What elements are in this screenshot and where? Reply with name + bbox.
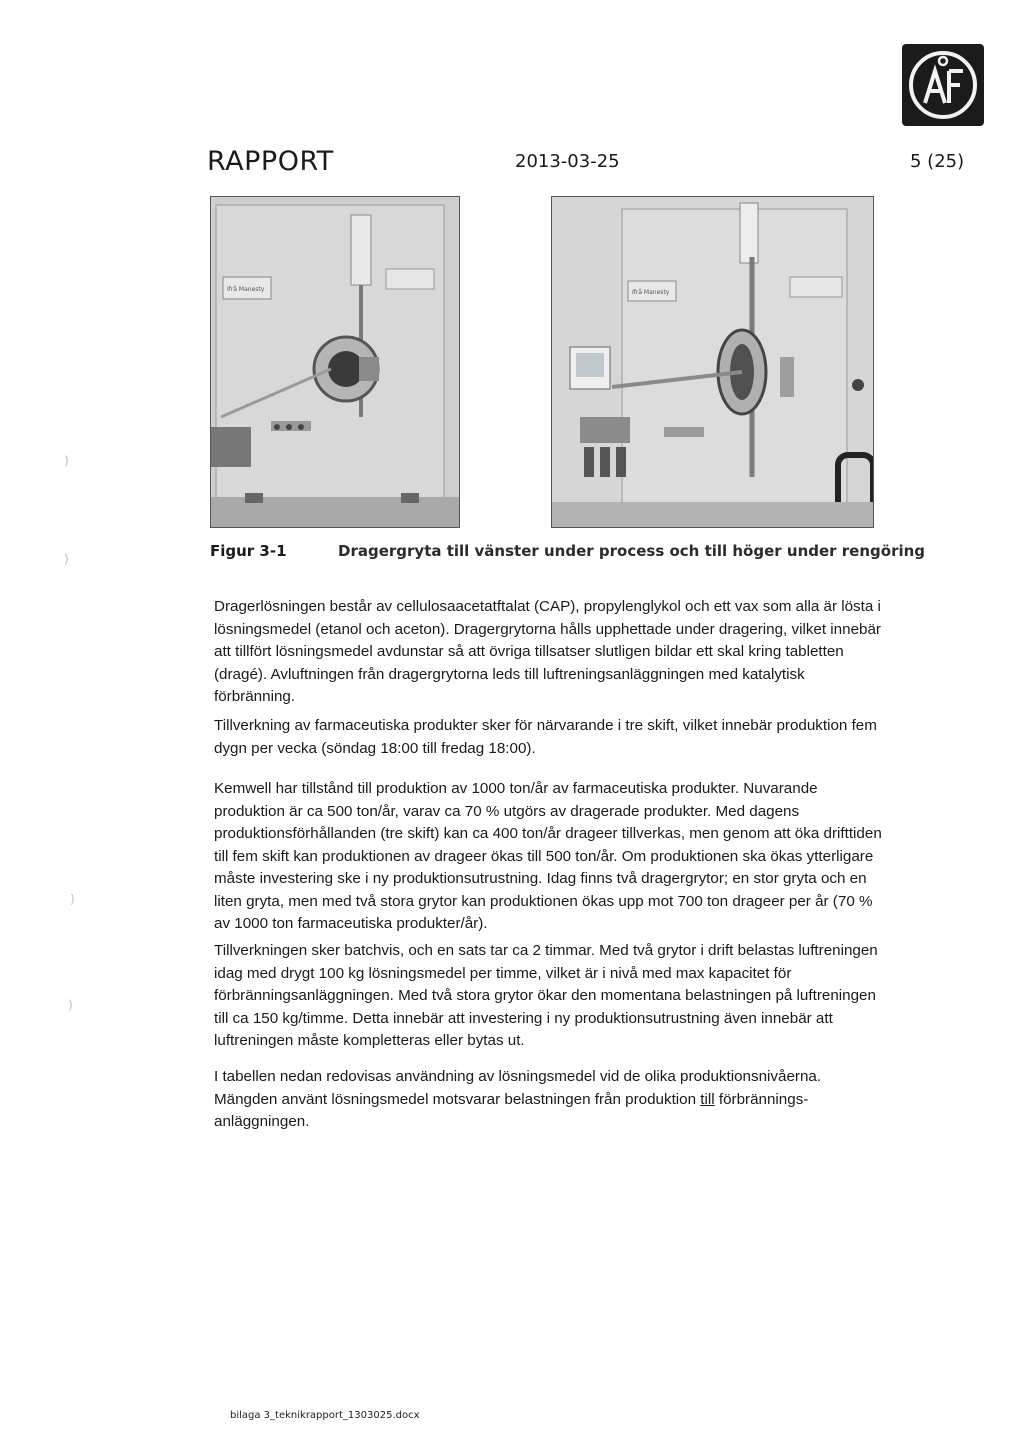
paragraph-3: Kemwell har tillstånd till produktion av 1000 ton/år av farmaceutiska produkter. Nuvarande produktion är ca 500 ton/år, varav ca 70 % utgörs av dragerade produkter. Med dagens produktionsförhållanden (tre skift) kan ca 400 ton/år drageer tillverkas, men genom att öka drifttiden till fem skift kan produktionen av drageer ökas till 500 ton/år. Om produktionen ska ökas ytterligare måste investering ske i ny produktionsutrustning. Idag finns två dragergrytor; en stor gryta och en liten gryta, men med två stora grytor kan produktionen ökas upp mot 700 ton drageer per år (70 % av 1000 ton farmaceutiska produkter/år). bbox=[214, 780, 882, 932]
scan-mark: ) bbox=[64, 454, 69, 468]
photo-machine-process bbox=[210, 196, 460, 528]
scan-mark: ) bbox=[70, 892, 75, 906]
paragraph-5-underlined: till bbox=[700, 1090, 715, 1108]
paragraph-1: Dragerlösningen består av cellulosaacetatftalat (CAP), propylenglykol och ett vax som alla är lösta i lösningsmedel (etanol och aceton). Dragergrytorna hålls upphettade under dragering, vilket innebär att tillfört lösningsmedel avdunstar så att övriga tillsatser slutligen bildar ett skal kring tabletten (dragé). Avluftningen från dragergrytorna leds till luftreningsanläggningen med katalytisk förbränning. bbox=[214, 598, 881, 705]
paragraph-2: Tillverkning av farmaceutiska produkter sker för närvarande i tre skift, vilket innebär produktion fem dygn per vecka (söndag 18:00 till fredag 18:00). bbox=[214, 717, 877, 757]
paragraph-4: Tillverkningen sker batchvis, och en sats tar ca 2 timmar. Med två grytor i drift belastas luftreningen idag med drygt 100 kg lösningsmedel per timme, vilket är i nivå med max kapacitet för förbränningsanläggningen. Med två stora grytor ökar den momentana belastningen på luftreningen till ca 150 kg/timme. Detta innebär att investering i ny produktionsutrustning även innebär att luftreningen måste kompletteras eller bytas ut. bbox=[214, 942, 878, 1049]
scan-mark: ) bbox=[64, 552, 69, 566]
paragraph-5-after: förbrännings-anläggningen. bbox=[214, 1090, 809, 1130]
left-badge-text: Ifrå Manesty bbox=[227, 286, 265, 293]
scan-mark: ) bbox=[68, 998, 73, 1012]
report-title: RAPPORT bbox=[207, 146, 334, 177]
company-logo bbox=[902, 44, 984, 126]
page-number: 5 (25) bbox=[910, 151, 965, 172]
photo-machine-cleaning bbox=[551, 196, 874, 528]
paragraph-5 bbox=[214, 1066, 884, 1134]
af-logo-icon bbox=[905, 47, 981, 123]
footer-filename: bilaga 3_teknikrapport_1303025.docx bbox=[230, 1410, 420, 1421]
right-badge-text: Ifrå Manesty bbox=[632, 289, 670, 296]
figure-label: Figur 3-1 bbox=[210, 542, 287, 560]
paragraph-5-before: I tabellen nedan redovisas användning av lösningsmedel vid de olika produktionsnivåerna. Mängden använt lösningsmedel motsvarar belastningen från produktion bbox=[214, 1068, 822, 1108]
figure-caption: Dragergryta till vänster under process och till höger under rengöring bbox=[338, 542, 926, 560]
report-date: 2013-03-25 bbox=[515, 151, 620, 172]
